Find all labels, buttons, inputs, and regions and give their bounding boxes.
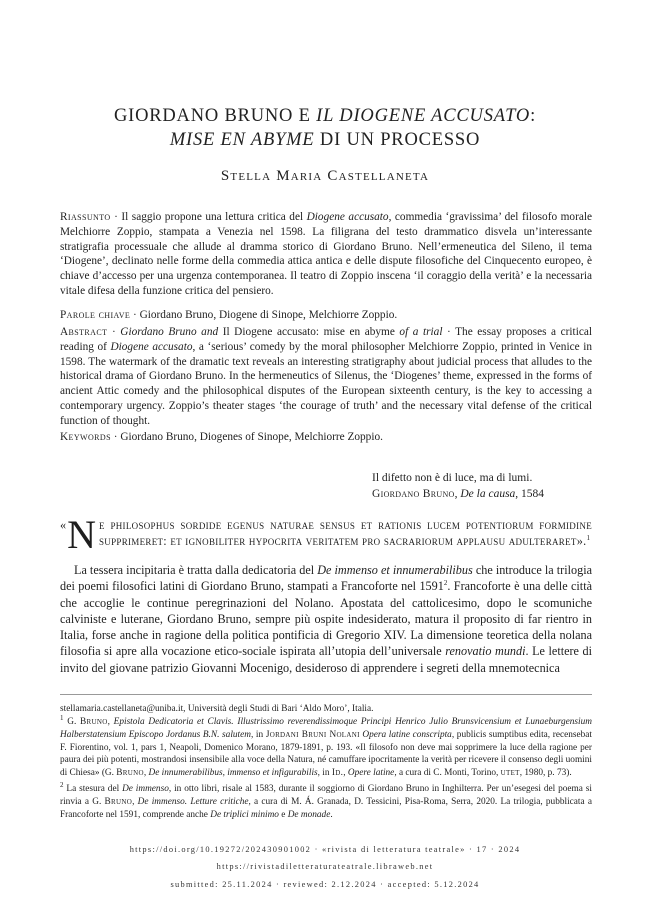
fn-text: . — [330, 809, 333, 820]
article-title — [40, 104, 610, 152]
fn-text: , publicis sumptibus edita, recensebat F. Fiorentino, vol. 1, pars 1, Neapoli, Domenico Morano, 1879-1891, p. 193. «Il filosofo non deve mai sopprimere la luce della ragione per paura dei più potenti, mostrandosi insensibile alla voce della Natura, né camuffare ipocritamente la verità per ricevere il consenso degli uomini di Chiesa» (G. — [60, 729, 592, 779]
title-line-2 — [40, 128, 610, 152]
submission-dates: submitted: 25.11.2024 · reviewed: 2.12.2024 · accepted: 5.12.2024 — [170, 880, 480, 889]
paragraph-text-4: . Le lettere di invito del giovane patrizio Giovanni Mocenigo, desideroso di apprendere i segreti della mnemotecnica — [60, 644, 592, 675]
fn-italic: De immenso. Letture critiche — [137, 796, 249, 807]
riassunto-label: Riassunto — [60, 211, 111, 223]
paragraph-italic-2: renovatio mundi — [445, 644, 526, 659]
fn-text: , — [132, 796, 138, 807]
separator: , — [454, 488, 461, 500]
fn-text: , — [107, 717, 114, 727]
riassunto-text-2: , commedia ‘gravissima’ del filosofo morale Melchiorre Zoppio, stampata a Venezia nel 1598. La filigrana del testo drammatico disvela un’interessante stratigrafia processuale che allude al dramma storico di Giordano Bruno. Nell’ermeneutica del Sileno, il tema ‘Diogene’, declinato nelle forme della commedia attica antica e delle dispute filosofiche del Cinquecento europeo, è chiave d’accesso per una urgenza contemporanea. Il teatro di Zoppio inscena ‘il coraggio della verità’ e la necessaria vitale difesa della funzione critica del pensiero. — [60, 211, 592, 297]
title-line-1 — [40, 104, 610, 128]
epigraph — [372, 470, 602, 502]
fn-italic: De innumerabilibus, immenso et infigurabilis — [148, 768, 318, 779]
parole-chiave-label: Parole chiave — [60, 309, 131, 321]
fn-author: Id. — [331, 768, 344, 779]
opening-guillemet: « — [60, 518, 67, 532]
fn-text: , a cura di C. Monti, Torino, — [394, 768, 501, 779]
paragraph-text-3: . Francoforte è una delle città che accoglie le continue peregrinazioni del Nolano. Apostata del cattolicesimo, dopo le scomuniche calviniste e luterane, Giordano Bruno, sempre più ospite indesiderato, matura il proposito di far rientro in Italia, forse anche in ragione della politica pontificia di Gregorio XIV. La dimensione teoretica della nolana filosofia si apre alla vocazione etico-sociale ispirata all’utopia dell’universale — [60, 579, 592, 659]
fn-author: Bruno — [116, 768, 144, 779]
riassunto-text: Il saggio propone una lettura critica del — [121, 211, 307, 223]
fn-text: , a cura di M. Á. Granada, D. Tessicini, Pisa-Roma, Serra, 2020. La trilogia, pubblicata a Francoforte nel 1591, comprende anche — [60, 796, 592, 820]
title-text-2: DI UN PROCESSO — [314, 130, 481, 150]
drop-cap: N — [67, 512, 96, 557]
fn-text: , in — [250, 729, 266, 740]
author-affiliation: stellamaria.castellaneta@uniba.it, Università degli Studi di Bari ‘Aldo Moro’, Italia. — [60, 704, 374, 714]
fn-author: Bruno — [80, 717, 108, 727]
fn-text: , — [343, 768, 348, 779]
fn-text: , in — [317, 768, 332, 779]
abstract-italic: Giordano Bruno and — [120, 326, 219, 338]
epigraph-attribution — [372, 486, 602, 502]
keywords-section — [60, 430, 592, 445]
fn-text: G. — [63, 717, 81, 727]
footnote-number: 1 — [60, 713, 64, 722]
abstract-text-2: · The essay proposes a critical reading of — [60, 326, 593, 353]
paragraph-text-2: che introduce la trilogia dei poemi filosofici latini di Giordano Bruno, stampati a Francoforte nel 1591 — [60, 563, 592, 594]
separator: · — [130, 309, 140, 321]
opening-quote — [60, 512, 592, 557]
footnote-ref[interactable]: 1 — [586, 534, 590, 543]
epigraph-year: , 1584 — [515, 488, 545, 500]
fn-italic: Epistola Dedicatoria et Clavis. Illustrissimo reverendissimoque Principi Henrico Julio Brunsvicensium et Lunaeburgensium Halberstatensium Episcopo Jordanus B.N. salutem — [60, 717, 592, 740]
epigraph-author: Giordano Bruno — [372, 488, 455, 500]
fn-text: , — [143, 768, 149, 779]
fn-italic: De immenso — [122, 784, 169, 794]
fn-publisher: utet — [500, 768, 520, 779]
fn-author: Bruno — [104, 796, 133, 807]
fn-italic: Opera latine conscripta — [362, 729, 452, 740]
parole-chiave-text: Giordano Bruno, Diogene di Sinope, Melchiorre Zoppio. — [139, 309, 398, 321]
separator: · — [107, 326, 121, 338]
abstract-text: Il Diogene accusato: mise en abyme — [218, 326, 400, 338]
footnote-1 — [60, 713, 592, 780]
epigraph-quote: Il difetto non è di luce, ma di lumi. — [372, 472, 533, 484]
author-name: Stella Maria Castellaneta — [220, 168, 430, 184]
footnote-divider — [60, 694, 592, 695]
paragraph-text: La tessera incipitaria è tratta dalla dedicatoria del — [74, 563, 318, 577]
title-colon: : — [530, 106, 537, 126]
quote-text: e philosophus sordide egenus naturae sensus et rationis lucem potentiorum formidine supprimeret: et ignobiliter hypocrita veritatem pro sacrariorum applausu adulteraret». — [98, 518, 592, 549]
parole-chiave-section — [60, 308, 592, 323]
doi-line[interactable]: https://doi.org/10.19272/202430901002 · «rivista di letteratura teatrale» · 17 · 2024 — [129, 845, 521, 854]
paragraph-italic: De immenso et innumerabilibus — [317, 563, 473, 577]
separator: · — [110, 211, 122, 223]
riassunto-section — [60, 210, 592, 299]
separator: · — [110, 431, 121, 443]
fn-text: , in otto libri, risale al 1583, durante il soggiorno di Giordano Bruno in Inghilterra. Per un’esegesi del poema si rinvia a G. — [60, 784, 593, 807]
epigraph-work: De la causa — [460, 488, 516, 500]
fn-author: Jordani Bruni Nolani — [265, 729, 360, 740]
journal-url[interactable]: https://rivistadiletteraturateatrale.libraweb.net — [216, 862, 434, 871]
abstract-italic-2: of a trial — [399, 326, 443, 338]
footnote-2 — [60, 780, 593, 821]
fn-text: , 1980, p. 73). — [519, 768, 572, 779]
abstract-italic-3: Diogene accusato — [110, 340, 193, 353]
fn-italic: De triplici minimo — [210, 809, 279, 820]
keywords-text: Giordano Bruno, Diogenes of Sinope, Melchiorre Zoppio. — [120, 431, 383, 443]
abstract-label: Abstract — [60, 326, 108, 338]
title-italic: IL DIOGENE ACCUSATO — [316, 106, 531, 126]
abstract-section — [60, 325, 592, 429]
footnote-number: 2 — [60, 780, 64, 789]
riassunto-italic: Diogene accusato — [306, 211, 389, 223]
title-text: GIORDANO BRUNO E — [113, 106, 317, 126]
abstract-text-3: , a ‘serious’ comedy by the moral philosopher Melchiorre Zoppio, printed in Venice in 1598. The watermark of the dramatic text reveals an interesting stratigraphy about judicial process that alludes to the historical drama of Giordano Bruno. In the hermeneutics of Silenus, the ‘Diogenes’ theme, expressed in the forms of ancient Attic comedy and the philosophical disputes of the European sixteenth century, is the key to accessing a contemporary urgency. Zoppio’s theater stages ‘the courage of truth’ and the necessary vital defense of the critical function of thought. — [60, 340, 592, 427]
title-italic-2: MISE EN ABYME — [169, 130, 315, 150]
keywords-label: Keywords — [60, 431, 111, 443]
fn-text: e — [278, 809, 288, 820]
fn-italic: Opere latine — [347, 768, 395, 779]
fn-italic: De monade — [287, 809, 331, 820]
body-paragraph — [60, 562, 592, 676]
fn-text: La stesura del — [63, 784, 123, 794]
footnote-ref[interactable]: 2 — [443, 579, 448, 588]
